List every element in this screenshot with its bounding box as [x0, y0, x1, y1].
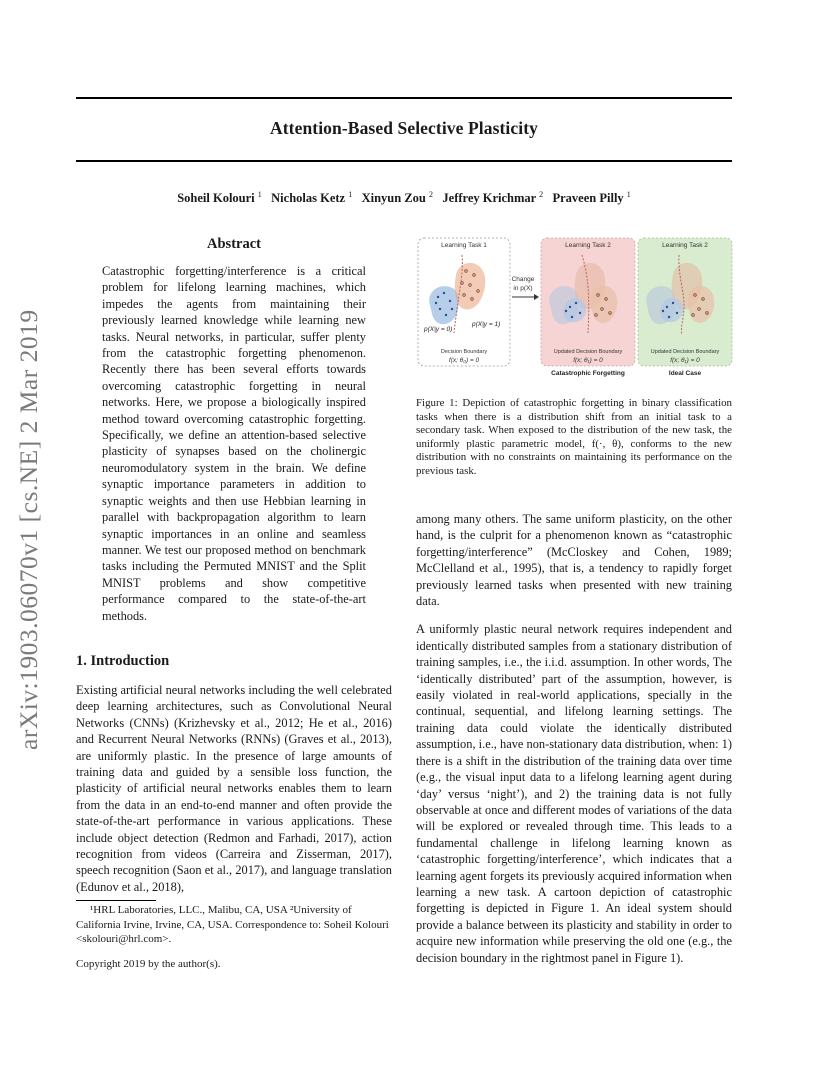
- boundary2-label: Updated Decision Boundary: [553, 349, 623, 355]
- author-affiliation: 1: [348, 190, 353, 199]
- boundary2-equation: f(x; θ₁) = 0: [573, 357, 603, 364]
- author-name: Nicholas Ketz: [271, 191, 346, 206]
- author-affiliation: 1: [626, 190, 631, 199]
- author-name: Praveen Pilly: [552, 191, 624, 206]
- author-list: [76, 190, 732, 206]
- author-name: Xinyun Zou: [361, 191, 426, 206]
- copyright-notice: Copyright 2019 by the author(s).: [76, 958, 221, 970]
- label-px0: p(X|y = 0): [424, 326, 453, 333]
- author-affiliation: 1: [257, 190, 262, 199]
- right-column-text: [416, 511, 732, 978]
- boundary1-label: Decision Boundary: [440, 349, 488, 355]
- panel-task1-title: Learning Task 1: [441, 242, 487, 249]
- author-affiliation: 2: [429, 190, 434, 199]
- author-name: Soheil Kolouri: [177, 191, 255, 206]
- panel-ideal-title: Learning Task 2: [662, 242, 708, 249]
- figure-1-graphic: [416, 235, 734, 380]
- boundary1-equation: f(x; θ₀) = 0: [448, 357, 480, 364]
- author-affiliation: 2: [539, 190, 544, 199]
- panel-catastrophic-title: Learning Task 2: [565, 242, 611, 249]
- title-top-rule: [76, 97, 732, 99]
- title-bottom-rule: [76, 160, 732, 162]
- arxiv-stamp: arXiv:1903.06070v1 [cs.NE] 2 Mar 2019: [14, 309, 43, 750]
- paragraph: A uniformly plastic neural network requires independent and identically distributed samples from a stationary distribution of training samples, i.e., the i.i.d. assumption. In other words, The ‘identically distributed’ part of the assumption, however, is easily violated in real-world applications, specially in the continual, sequential, and lifelong learning settings. The training data could violate the identically distributed assumption, i.e., have non-stationary data distribution, when: 1) there is a shift in the distribution of the training data over time (e.g., the visual input data to a lifelong learning agent during ‘day’ versus ‘night’), and 2) the training data is not fully observable at once and different modes of variations of the data will be explored or revealed through time. This leads to a fundamental challenge in lifelong learning known as ‘catastrophic forgetting/interference’, which indicates that a learning agent forgets its previously acquired information when learning a new task. A cartoon depiction of catastrophic forgetting is depicted in Figure 1. An ideal system should provide a balance between its plasticity and stability in order to acquire new information while preserving the old one (e.g., the decision boundary in the rightmost panel in Figure 1).: [416, 622, 732, 965]
- boundary3-equation: f(x; θ₁) = 0: [670, 357, 700, 364]
- section-heading: 1. Introduction: [76, 653, 170, 669]
- figure-1-caption: Figure 1: Depiction of catastrophic forgetting in binary classification tasks when there is a distribution shift from an initial task to a secondary task. When exposed to the distribution of the new task, the uniformly plastic parametric model, f(·, θ), conforms to the new distribution with no constraints on maintaining its performance on the previous task.: [416, 397, 732, 477]
- footnote: ¹HRL Laboratories, LLC., Malibu, CA, USA ²University of California Irvine, Irvine, CA, USA. Correspondence to: Soheil Kolouri <skolouri@hrl.com>.: [76, 904, 389, 945]
- label-px1: p(X|y = 1): [472, 321, 501, 328]
- arrow-head: [534, 294, 539, 300]
- abstract-text: Catastrophic forgetting/interference is a critical problem for lifelong learning machines, which impedes the agents from maintaining their previously learned knowledge while learning new tasks. Neural networks, in particular, suffer plenty from the catastrophic forgetting phenomenon. Recently there has been several efforts towards overcoming catastrophic forgetting in neural networks. Here, we propose a biologically inspired method toward overcoming catastrophic forgetting. Specifically, we define an attention-based selective plasticity of synapses based on the cholinergic neuromodulatory system in the brain. We define synaptic importance parameters in addition to synaptic weights and then use Hebbian learning in parallel with backpropagation algorithm to learn synaptic importances in an online and seamless manner. We test our proposed method on benchmark tasks including the Permuted MNIST and the Split MNIST problems and show competitive performance compared to the state-of-the-art methods.: [102, 264, 366, 623]
- abstract-heading: Abstract: [207, 236, 261, 252]
- paragraph: among many others. The same uniform plasticity, on the other hand, is the culprit for a phenomenon known as “catastrophic forgetting/interference” (McCloskey and Cohen, 1989; McClelland et al., 1995), that is, a tendency to rapidly forget previously learned tasks when presented with new training data.: [416, 512, 732, 609]
- intro-paragraph: Existing artificial neural networks including the well celebrated deep learning architectures, such as Convolutional Neural Networks (CNNs) (Krizhevsky et al., 2012; He et al., 2016) and Recurrent Neural Networks (RNNs) (Graves et al., 2013), are uniformly plastic. In the presence of large amounts of training data and guided by a sensible loss function, the plasticity of artificial neural networks enables them to learn from the data in an end-to-end manner and often provide the state-of-the-art performance in various applications. These include object detection (Redmon and Farhadi, 2017), action recognition from videos (Carreira and Zisserman, 2017), speech recognition (Saon et al., 2017), and language translation (Edunov et al., 2018),: [76, 683, 392, 894]
- figure-1: [416, 235, 734, 380]
- paper-title: Attention-Based Selective Plasticity: [270, 118, 538, 138]
- author-name: Jeffrey Krichmar: [442, 191, 536, 206]
- arrow-label-line2: in p(X): [513, 285, 533, 292]
- panel-catastrophic-caption: Catastrophic Forgetting: [551, 370, 625, 377]
- footnote-rule: [76, 900, 156, 901]
- arrow-label-line1: Change: [511, 276, 535, 283]
- panel-ideal-caption: Ideal Case: [668, 370, 702, 377]
- boundary3-label: Updated Decision Boundary: [650, 349, 720, 355]
